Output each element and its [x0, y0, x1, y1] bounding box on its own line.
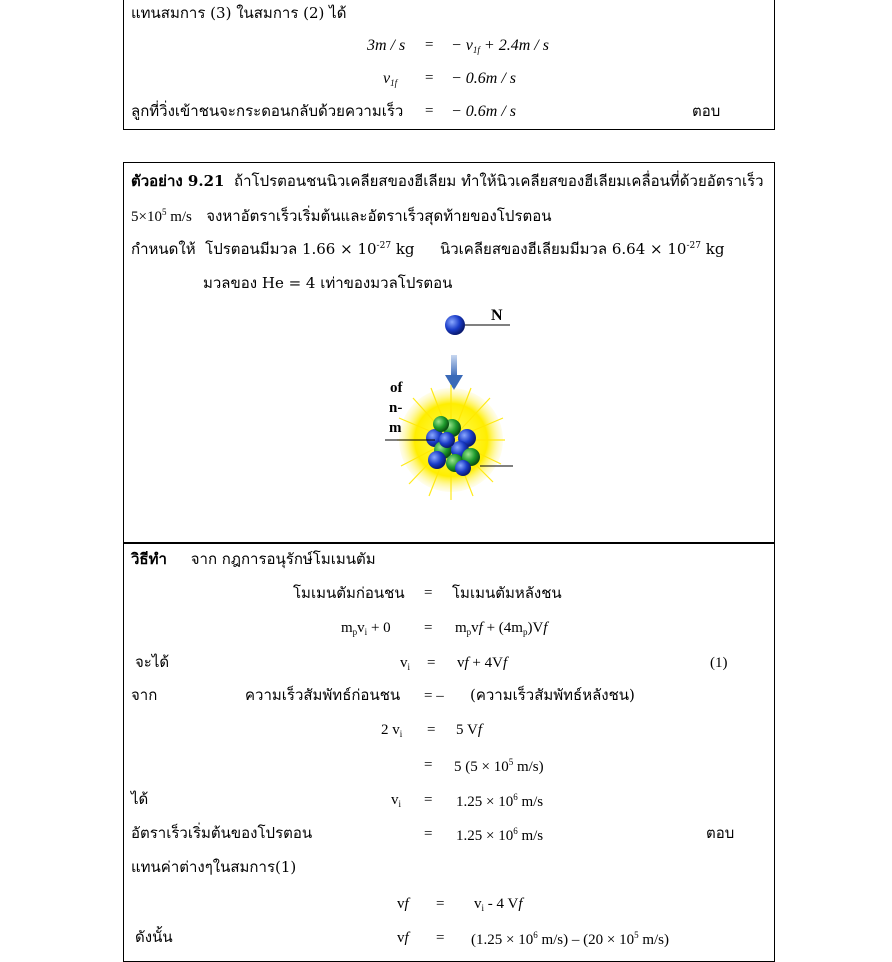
- r4-left: ความเร็วสัมพัทธ์ก่อนชน: [245, 686, 401, 704]
- collision-figure: [385, 300, 515, 512]
- r7-label: ได้: [131, 790, 149, 808]
- box1-line1: แทนสมการ (3) ในสมการ (2) ได้: [131, 4, 347, 22]
- box1-answer: ตอบ: [692, 102, 721, 120]
- r5-op: =: [427, 722, 436, 738]
- r4-right: (ความเร็วสัมพัทธ์หลังชน): [470, 686, 635, 704]
- proton-ball: [445, 315, 465, 335]
- box1-last-value: − 0.6m / s: [451, 103, 517, 120]
- example-line2: [131, 208, 552, 225]
- r10-right: $v_i - 4$ Vf: [474, 896, 523, 913]
- r3-left: $v_i$: [400, 655, 411, 672]
- r2-left: $m_pv_i + 0$: [341, 620, 391, 637]
- r1-left: โมเมนตัมก่อนชน: [293, 584, 405, 602]
- nucleus-label-2: n-: [389, 400, 403, 416]
- box1-last-op: =: [425, 103, 434, 119]
- r2-right: $m_pvf + (4m_p)Vf$: [455, 620, 548, 637]
- r11-op: =: [436, 930, 445, 946]
- r4-label: จาก: [131, 686, 158, 704]
- r8-right: $1.25 \times 10^6$ m/s: [456, 826, 544, 844]
- r8-answer: ตอบ: [706, 824, 735, 842]
- r7-left: $v_i$: [391, 792, 402, 809]
- r5-left: 2 $v_i$: [381, 722, 403, 739]
- r11-label: ดังนั้น: [135, 928, 173, 946]
- nucleus-label-3: m: [389, 420, 402, 436]
- example-title: ตัวอย่าง 9.21: [131, 172, 225, 190]
- r1-op: =: [424, 585, 433, 601]
- r5-right: 5 Vf: [456, 722, 482, 738]
- box1-eq1-left: 3m / s: [367, 37, 406, 54]
- r11-left: vf: [397, 930, 409, 946]
- r3-label: จะได้: [135, 653, 170, 671]
- example-speed: $5\times 10^5$ m/s: [131, 207, 192, 225]
- proton-label: N: [491, 307, 503, 324]
- arrow-shaft: [451, 355, 457, 377]
- example-line1: [131, 174, 764, 189]
- r8-op: =: [424, 826, 433, 842]
- box1-last-line: ลูกที่วิ่งเข้าชนจะกระดอนกลับด้วยความเร็ว: [131, 102, 404, 120]
- r6-op: =: [424, 757, 433, 773]
- given-label: กำหนดให้: [131, 240, 196, 258]
- box1-eq2-right: − 0.6m / s: [451, 70, 517, 87]
- helium-mass: นิวเคลียสของฮีเลียมมีมวล $6.64 \times 10^{-27}$ kg: [440, 240, 725, 258]
- box1-eq2-op: =: [425, 70, 434, 86]
- solution-intro-line: [131, 552, 376, 567]
- r3-equation-number: (1): [710, 655, 728, 671]
- mass-relation: มวลของ He = 4 เท่าของมวลโปรตอน: [203, 274, 453, 292]
- r10-left: vf: [397, 896, 409, 912]
- r2-op: =: [424, 620, 433, 636]
- nucleus-label-1: of: [390, 380, 403, 396]
- r8-label: อัตราเร็วเริ่มต้นของโปรตอน: [131, 824, 313, 842]
- r9-text: แทนค่าต่างๆในสมการ(1): [131, 858, 297, 876]
- r1-right: โมเมนตัมหลังชน: [452, 584, 562, 602]
- box1-eq1-op: =: [425, 37, 434, 53]
- solution-intro: จาก กฎการอนุรักษ์โมเมนตัม: [190, 550, 376, 568]
- r3-op: =: [427, 655, 436, 671]
- r10-op: =: [436, 896, 445, 912]
- solution-label: วิธีทำ: [131, 550, 167, 568]
- example-text1: ถ้าโปรตอนชนนิวเคลียสของฮีเลียม ทำให้นิวเคลียสของฮีเลียมเคลื่อนที่ด้วยอัตราเร็ว: [234, 172, 764, 190]
- example-given-line: [131, 242, 415, 257]
- r7-op: =: [424, 792, 433, 808]
- r6-right: 5 ($5 \times 10^5$ m/s): [454, 757, 544, 775]
- box1-eq1-right: − $v_{1f} + 2.4m / s$: [451, 37, 549, 55]
- r4-op: = –: [424, 688, 444, 704]
- r11-right: ($1.25 \times 10^6$ $m/s) - (20 \times 10^5$ m/s): [471, 930, 670, 948]
- proton-mass: โปรตอนมีมวล $1.66 \times 10^{-27}$ kg: [205, 240, 415, 258]
- box1-eq2-left: $v_{1f}$: [383, 70, 398, 88]
- r3-right: vf + 4Vf: [457, 655, 508, 671]
- r7-right: $1.25 \times 10^6$ m/s: [456, 792, 544, 810]
- example-text2: จงหาอัตราเร็วเริ่มต้นและอัตราเร็วสุดท้ายของโปรตอน: [206, 207, 552, 225]
- solution-box: [123, 542, 775, 962]
- arrow-head: [445, 375, 463, 390]
